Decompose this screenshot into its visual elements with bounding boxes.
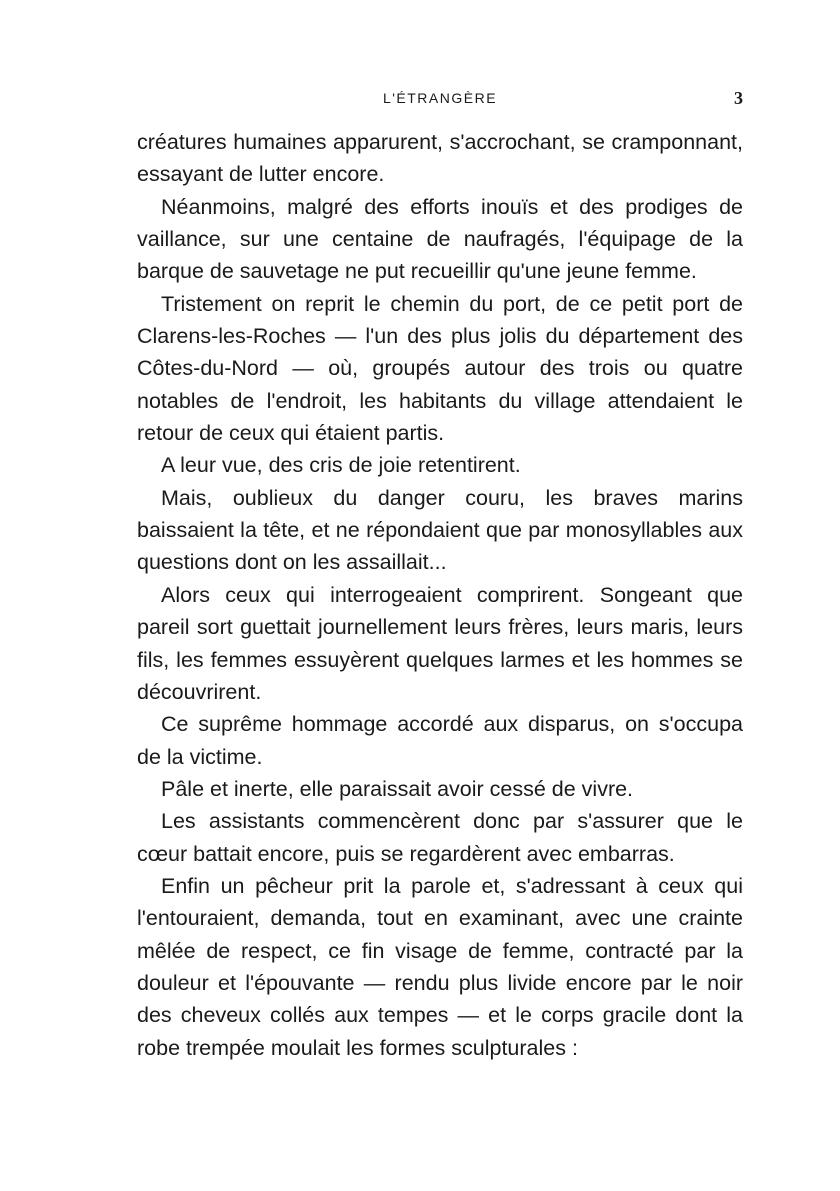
paragraph: Mais, oublieux du danger couru, les braves marins baissaient la tête, et ne répondaient que par monosyllables aux questions dont on les assaillait...	[137, 485, 743, 575]
paragraph: Enfin un pêcheur prit la parole et, s'adressant à ceux qui l'entouraient, demanda, tout en examinant, avec une crainte mêlée de respect, ce fin visage de femme, contracté par la douleur et l'épouvante — rendu plus livide encore par le noir des cheveux collés aux tempes — et le corps gracile dont la robe trempée moulait les formes sculpturales :	[137, 873, 743, 1060]
page-number: 3	[734, 88, 743, 108]
paragraph: Tristement on reprit le chemin du port, de ce petit port de Clarens-les-Roches — l'un des plus jolis du département des Côtes-du-Nord — où, groupés autour des trois ou quatre notables de l'endroit, les habitants du village attendaient le retour de ceux qui étaient partis.	[137, 291, 743, 446]
paragraph: Alors ceux qui interrogeaient comprirent. Songeant que pareil sort guettait journellement leurs frères, leurs maris, leurs fils, les femmes essuyèrent quelques larmes et les hommes se découvrirent.	[137, 582, 743, 704]
paragraph: A leur vue, des cris de joie retentirent.	[161, 453, 521, 478]
paragraph: Les assistants commencèrent donc par s'assurer que le cœur battait encore, puis se regardèrent avec embarras.	[137, 809, 743, 866]
paragraph: Pâle et inerte, elle paraissait avoir cessé de vivre.	[161, 776, 634, 801]
running-head	[137, 86, 743, 110]
paragraph: Ce suprême hommage accordé aux disparus, on s'occupa de la victime.	[137, 712, 743, 769]
paragraph-continuation: créatures humaines apparurent, s'accrochant, se cramponnant, essayant de lutter encore.	[137, 130, 743, 187]
paragraph: Néanmoins, malgré des efforts inouïs et des prodiges de vaillance, sur une centaine de naufragés, l'équipage de la barque de sauvetage ne put recueillir qu'une jeune femme.	[137, 194, 743, 284]
text-body	[137, 126, 743, 1064]
running-title: L'ÉTRANGÈRE	[382, 90, 498, 106]
